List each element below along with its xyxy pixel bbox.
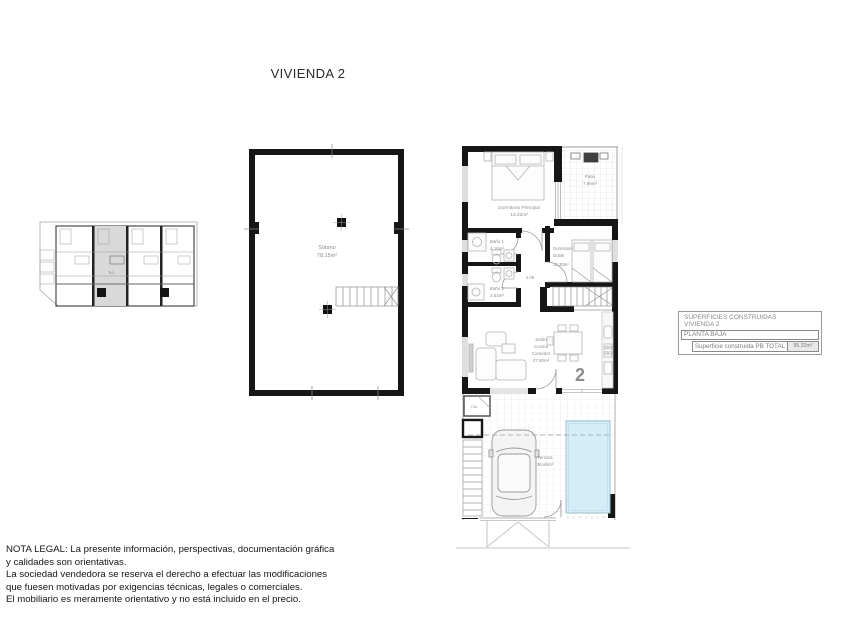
areas-table-header-line2: VIVIENDA 2 [684,321,720,328]
ground-floor-plan [456,146,630,548]
basement-room-name: Sótano [318,245,336,251]
areas-table-floor-row: PLANTA BAJA [681,330,819,340]
room-area-doble: 10.30m² [553,262,569,267]
room-area-salon: 27.60m² [532,358,550,363]
basement-column [333,214,350,231]
legal-note [6,544,376,607]
areas-table-total-value: 95.32m² [787,342,818,351]
stairs [553,287,612,306]
room-label-terraza: Terraza [537,455,553,460]
room-area-bano2: 3.63m² [490,293,504,298]
room-label-bano2: Baño 2 [490,286,504,291]
room-label-doble1: Dormitorio [553,246,573,251]
room-label-salon2: Cocina [533,344,549,349]
room-label-salon3: Comedor [531,351,551,356]
legal-line: El mobiliario es meramente orientativo y no está incluido en el precio. [6,594,301,606]
kitchen-counter [602,312,613,388]
room-label-principal: Dormitorio Principal [498,206,540,211]
areas-table-total-label: Superficie construida PB TOTAL [694,343,786,350]
storage-room-label: Cto. [471,405,478,409]
driveway-gate [456,518,630,548]
room-area-terraza: 36.66m² [536,462,554,467]
areas-table-header-line1: SUPERFICIES CONSTRUIDAS [684,314,777,321]
dining-table [547,325,582,361]
room-label-salon1: Salón [535,337,547,342]
double-bed [484,152,553,200]
areas-table [678,311,822,355]
basement-room-area: 78.15m² [316,253,338,259]
corridor-dimension: 2.09 [525,275,535,280]
room-area-principal: 13.22m² [510,213,528,218]
basement-plan [244,144,409,400]
car [489,430,539,516]
room-label-doble2: Doble [553,253,565,258]
room-area-bano1: 4.16m² [490,246,504,251]
pool [566,421,610,519]
unit-number: 2 [574,365,586,385]
room-label-bano1: Baño 1 [490,239,504,244]
basement-stairs [336,287,398,306]
basement-column [319,301,336,318]
room-label-patio: Patio [584,174,596,179]
page-title: VIVIENDA 2 [270,66,346,81]
room-area-patio: 7.86m² [582,181,598,186]
single-beds [572,240,612,282]
key-plan-unit-number: 2 [107,271,113,275]
legal-line: que fuesen motivadas por exigencias técnicas, legales o comerciales. [6,581,303,593]
sofa-set [469,332,526,380]
site-key-plan [40,222,197,306]
areas-table-total-row [692,341,819,352]
legal-line: La sociedad vendedora se reserva el derecho a efectuar las modificaciones [6,569,328,581]
legal-line: NOTA LEGAL: La presente información, perspectivas, documentación gráfica [6,544,335,555]
legal-line: y calidades son orientativas. [6,556,127,568]
